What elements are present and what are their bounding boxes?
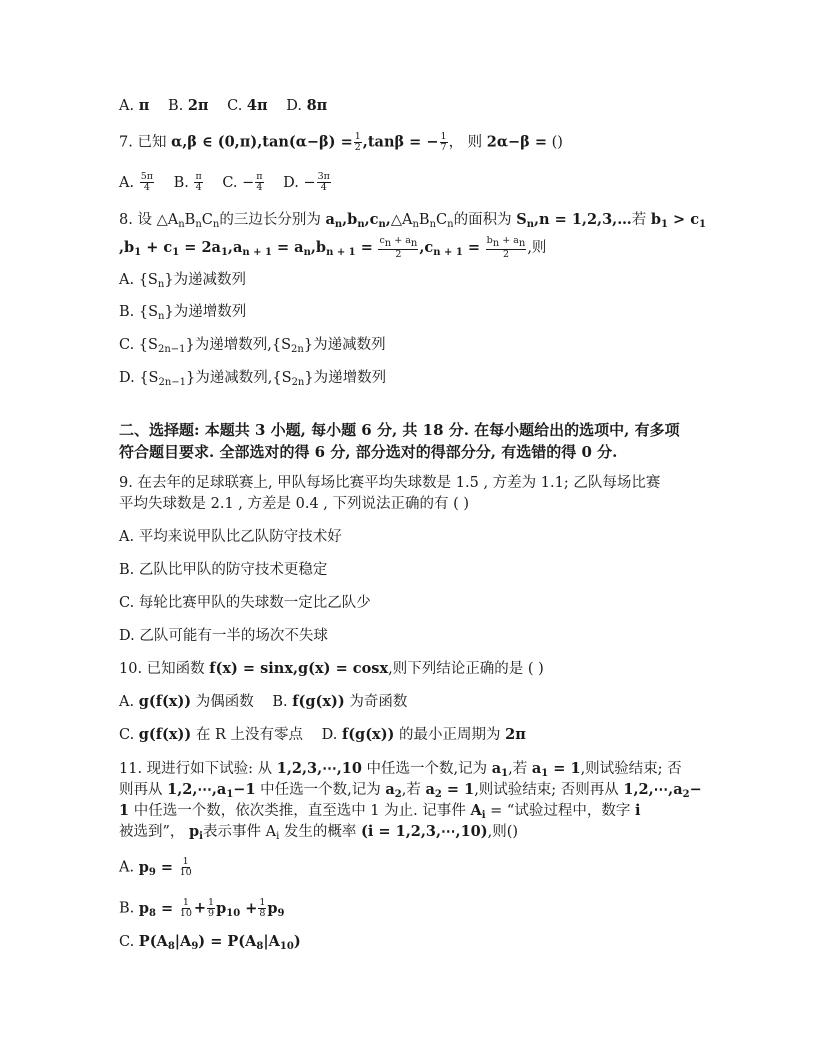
q8-option-d: D. $\{S_{2n-1}\}$为递减数列$,\{S_{2n}\}$为递增数列: [119, 370, 387, 388]
q9-stem-line1: 9. 在去年的足球联赛上, 甲队每场比赛平均失球数是 1.5 , 方差为 1.1; 乙队每场比赛: [119, 475, 661, 491]
q11-stem-line4: 被选到”， $p_i$表示事件 $A_i$ 发生的概率 (i = 1,2,3,⋯,10),则(): [119, 823, 519, 842]
q6-options: [119, 96, 341, 116]
q9-option-c: C. 每轮比赛甲队的失球数一定比乙队少: [119, 595, 371, 611]
q7-option-b: B. $\frac{\pi}{4}$: [173, 171, 202, 193]
q7-option-a: A. $\frac{5\pi}{4}$: [119, 171, 153, 193]
q11-option-a: A. $p_9$ = $\frac{1}{10}$: [119, 856, 192, 878]
q7-frac-2: $\frac{1}{7}$: [440, 131, 447, 153]
q8-stem-line2: $,b_1 + c_1 = 2a_1,a_{n + 1} = a_n,b_{n + 1}$ = $\frac{cn + an}{2}$ $,c_{n + 1}$ = $\frac{bn + an}{2}$ ,则: [119, 235, 547, 260]
q10-option-b: B. f(g(x)) 为奇函数: [272, 693, 408, 710]
q11-stem-line3: 1 中任选一个数，依次类推，直至选中 1 为止. 记事件 $A_i$ = “试验过程中，数字 i: [119, 802, 641, 821]
q6-option-d: D. 8π: [286, 97, 328, 114]
q10-options-cd: [119, 725, 526, 745]
section-2-heading-line1: 二、选择题: 本题共 3 小题, 每小题 6 分, 共 18 分. 在每小题给出的选项中, 有多项: [119, 421, 680, 439]
q10-option-d: D. f(g(x)) 的最小正周期为 2π: [321, 726, 526, 743]
q7-frac-1: $\frac{1}{2}$: [354, 131, 361, 153]
q10-option-c: C. g(f(x)) 在 R 上没有零点: [119, 726, 304, 743]
q9-option-b: B. 乙队比甲队的防守技术更稳定: [119, 562, 328, 578]
q8-option-c: C. $\{S_{2n-1}\}$为递增数列$,\{S_{2n}\}$为递减数列: [119, 337, 386, 355]
q9-option-a: A. 平均来说甲队比乙队防守技术好: [119, 529, 342, 545]
q10-option-a: A. g(f(x)) 为偶函数: [119, 693, 254, 710]
q6-option-b: B. 2π: [167, 97, 209, 114]
q10-stem: 10. 已知函数 f(x) = sinx,g(x) = cosx,则下列结论正确的是 ( ): [119, 660, 544, 677]
q8-option-a: A. $\{S_n\}$为递减数列: [119, 272, 247, 290]
q9-stem-line2: 平均失球数是 2.1 , 方差是 0.4 , 下列说法正确的有 ( ): [119, 496, 470, 512]
q7-stem: 7. 已知 α,β ∈ (0,π),tan(α−β) = $\frac{1}{2}$ ,tanβ = − $\frac{1}{7}$ ， 则 2α−β = (): [119, 131, 563, 153]
q11-option-c: C. $P(A_8|A_9) = P(A_8|A_{10})$: [119, 933, 301, 952]
q8-stem-line1: 8. 设 $\triangle A_nB_nC_n$的三边长分别为 $a_n,b_n,c_n,\triangle A_nB_nC_n$的面积为 $S_n,n$ = 1,2,3,…若 $b_1 > c_1$: [119, 211, 706, 230]
q8-option-b: B. $\{S_n\}$为递增数列: [119, 304, 247, 322]
q11-stem-line2: 则再从 $1,2,\cdots,a_1-1$ 中任选一个数,记为 $a_2$,若 $a_2 = 1$,则试验结束; 否则再从 $1,2,\cdots,a_2-$: [119, 781, 702, 800]
q10-options-ab: [119, 692, 407, 712]
q7-options: [119, 172, 346, 193]
section-2-heading-line2: 符合题目要求. 全部选对的得 6 分, 部分选对的得部分分, 有选错的得 0 分.: [119, 443, 618, 461]
q6-option-a: A. π: [119, 97, 150, 114]
q7-option-d: D. − $\frac{3\pi}{4}$: [283, 171, 330, 193]
q9-option-d: D. 乙队可能有一半的场次不失球: [119, 628, 328, 644]
q11-option-b: B. $p_8$ = $\frac{1}{10}$ + $\frac{1}{9}$ $p_{10}$ + $\frac{1}{8}$ $p_9$: [119, 897, 285, 919]
q11-stem-line1: 11. 现进行如下试验: 从 1,2,3,⋯,10 中任选一个数,记为 $a_1$,若 $a_1 = 1$,则试验结束; 否: [119, 760, 682, 779]
q6-option-c: C. 4π: [227, 97, 268, 114]
q7-option-c: C. − $\frac{\pi}{4}$: [222, 171, 263, 193]
